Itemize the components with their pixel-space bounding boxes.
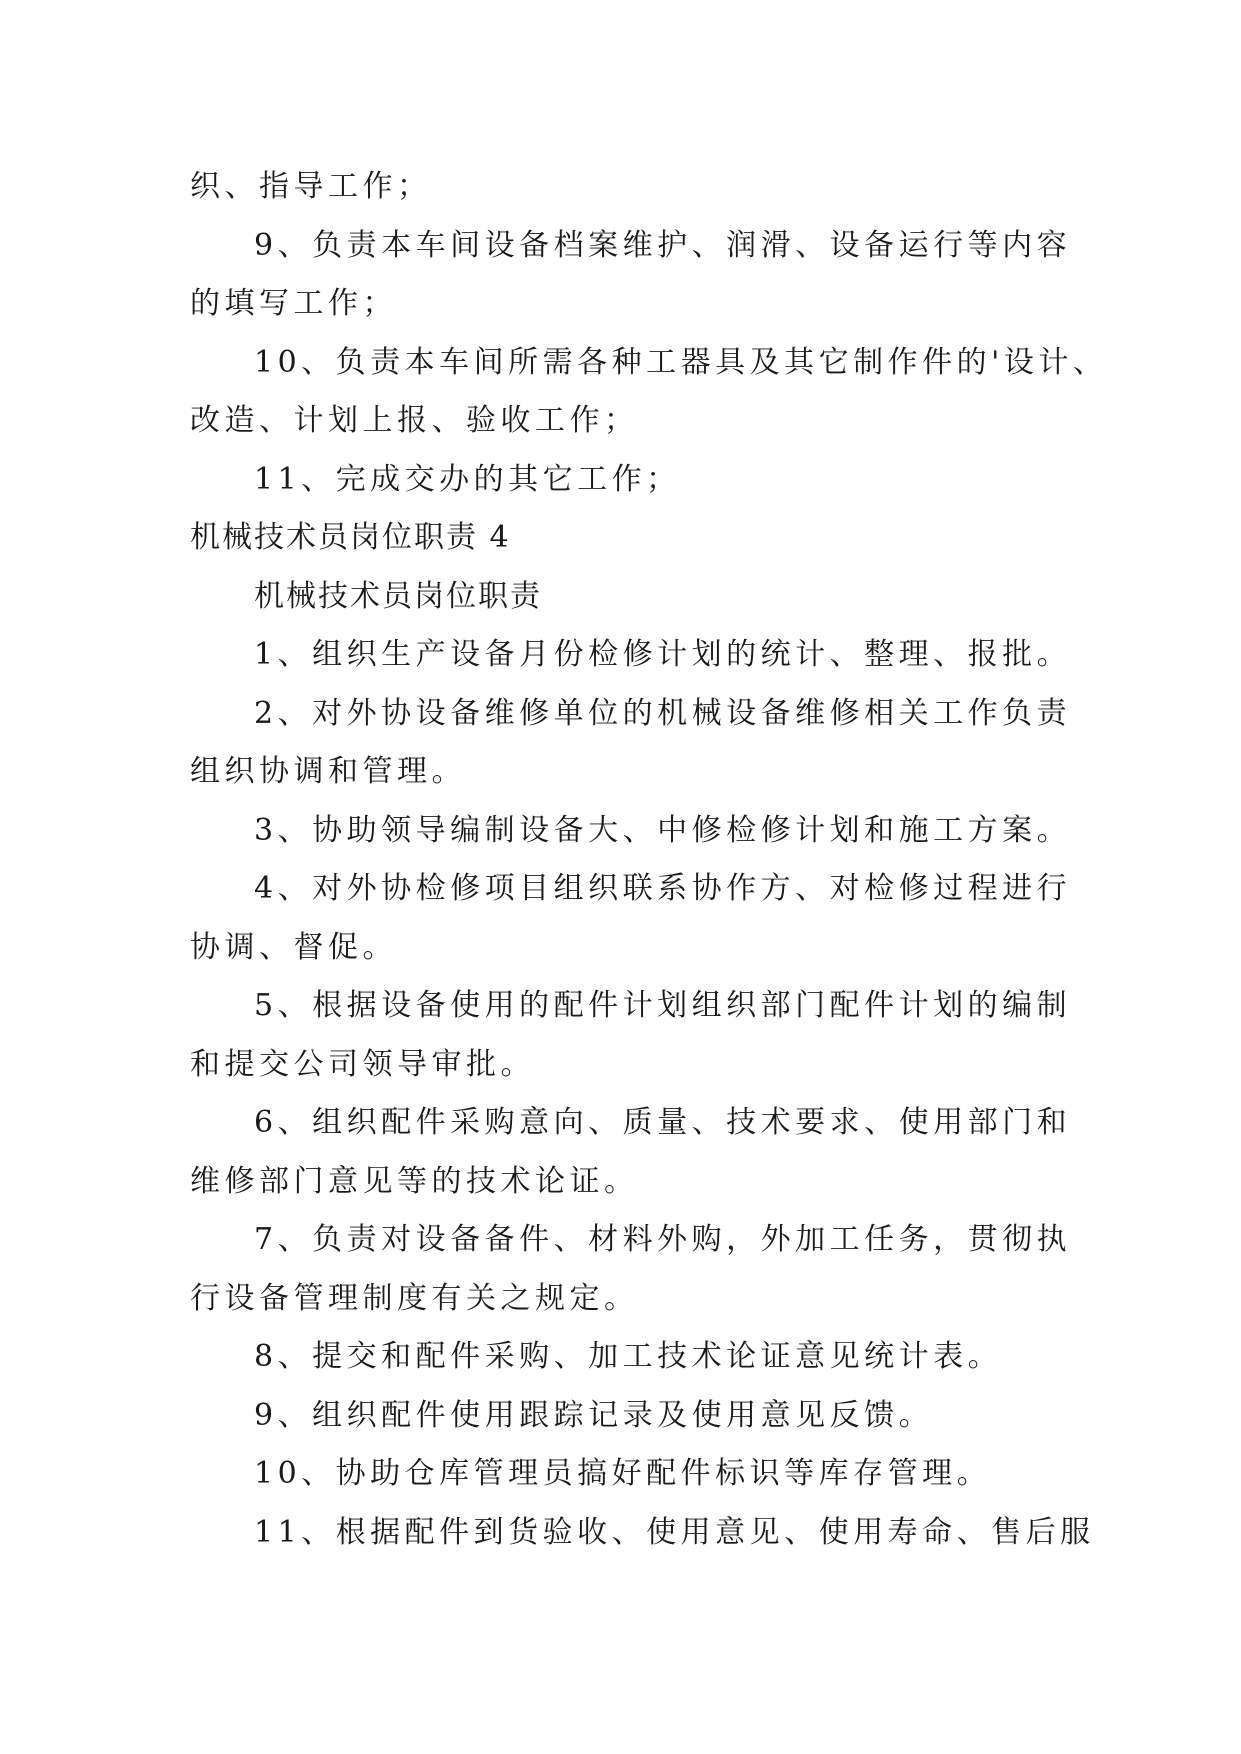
text-line: 6、组织配件采购意向、质量、技术要求、使用部门和 xyxy=(254,1105,1072,1140)
text-line: 9、组织配件使用跟踪记录及使用意见反馈。 xyxy=(254,1397,934,1433)
document-body xyxy=(190,158,1108,1562)
text-line: 5、根据设备使用的配件计划组织部门配件计划的编制 xyxy=(254,988,1072,1023)
text-line: 协调、督促。 xyxy=(190,929,397,965)
section-subtitle: 机械技术员岗位职责 xyxy=(254,578,542,614)
text-line: 维修部门意见等的技术论证。 xyxy=(190,1163,639,1199)
text-line: 4、对外协检修项目组织联系协作方、对检修过程进行 xyxy=(254,871,1072,906)
text-line: 的填写工作； xyxy=(190,286,397,321)
text-line: 组织协调和管理。 xyxy=(190,754,466,789)
text-line: 和提交公司领导审批。 xyxy=(190,1046,535,1082)
text-line: 1、组织生产设备月份检修计划的统计、整理、报批。 xyxy=(254,637,1072,672)
text-line: 11、根据配件到货验收、使用意见、使用寿命、售后服 xyxy=(254,1514,1095,1550)
text-line: 8、提交和配件采购、加工技术论证意见统计表。 xyxy=(254,1339,1003,1374)
text-line: 改造、计划上报、验收工作； xyxy=(190,403,639,438)
text-line: 9、负责本车间设备档案维护、润滑、设备运行等内容 xyxy=(254,227,1072,263)
text-line: 10、负责本车间所需各种工器具及其它制作件的'设计、 xyxy=(254,344,1108,380)
text-line: 7、负责对设备备件、材料外购，外加工任务，贯彻执 xyxy=(254,1222,1072,1257)
text-line: 10、协助仓库管理员搞好配件标识等库存管理。 xyxy=(254,1456,992,1491)
section-heading: 机械技术员岗位职责 4 xyxy=(190,520,511,555)
text-line: 织、指导工作； xyxy=(190,169,432,204)
text-line: 11、完成交办的其它工作； xyxy=(254,461,681,497)
text-line: 2、对外协设备维修单位的机械设备维修相关工作负责 xyxy=(254,695,1072,731)
text-line: 行设备管理制度有关之规定。 xyxy=(190,1280,639,1316)
text-line: 3、协助领导编制设备大、中修检修计划和施工方案。 xyxy=(254,812,1072,848)
